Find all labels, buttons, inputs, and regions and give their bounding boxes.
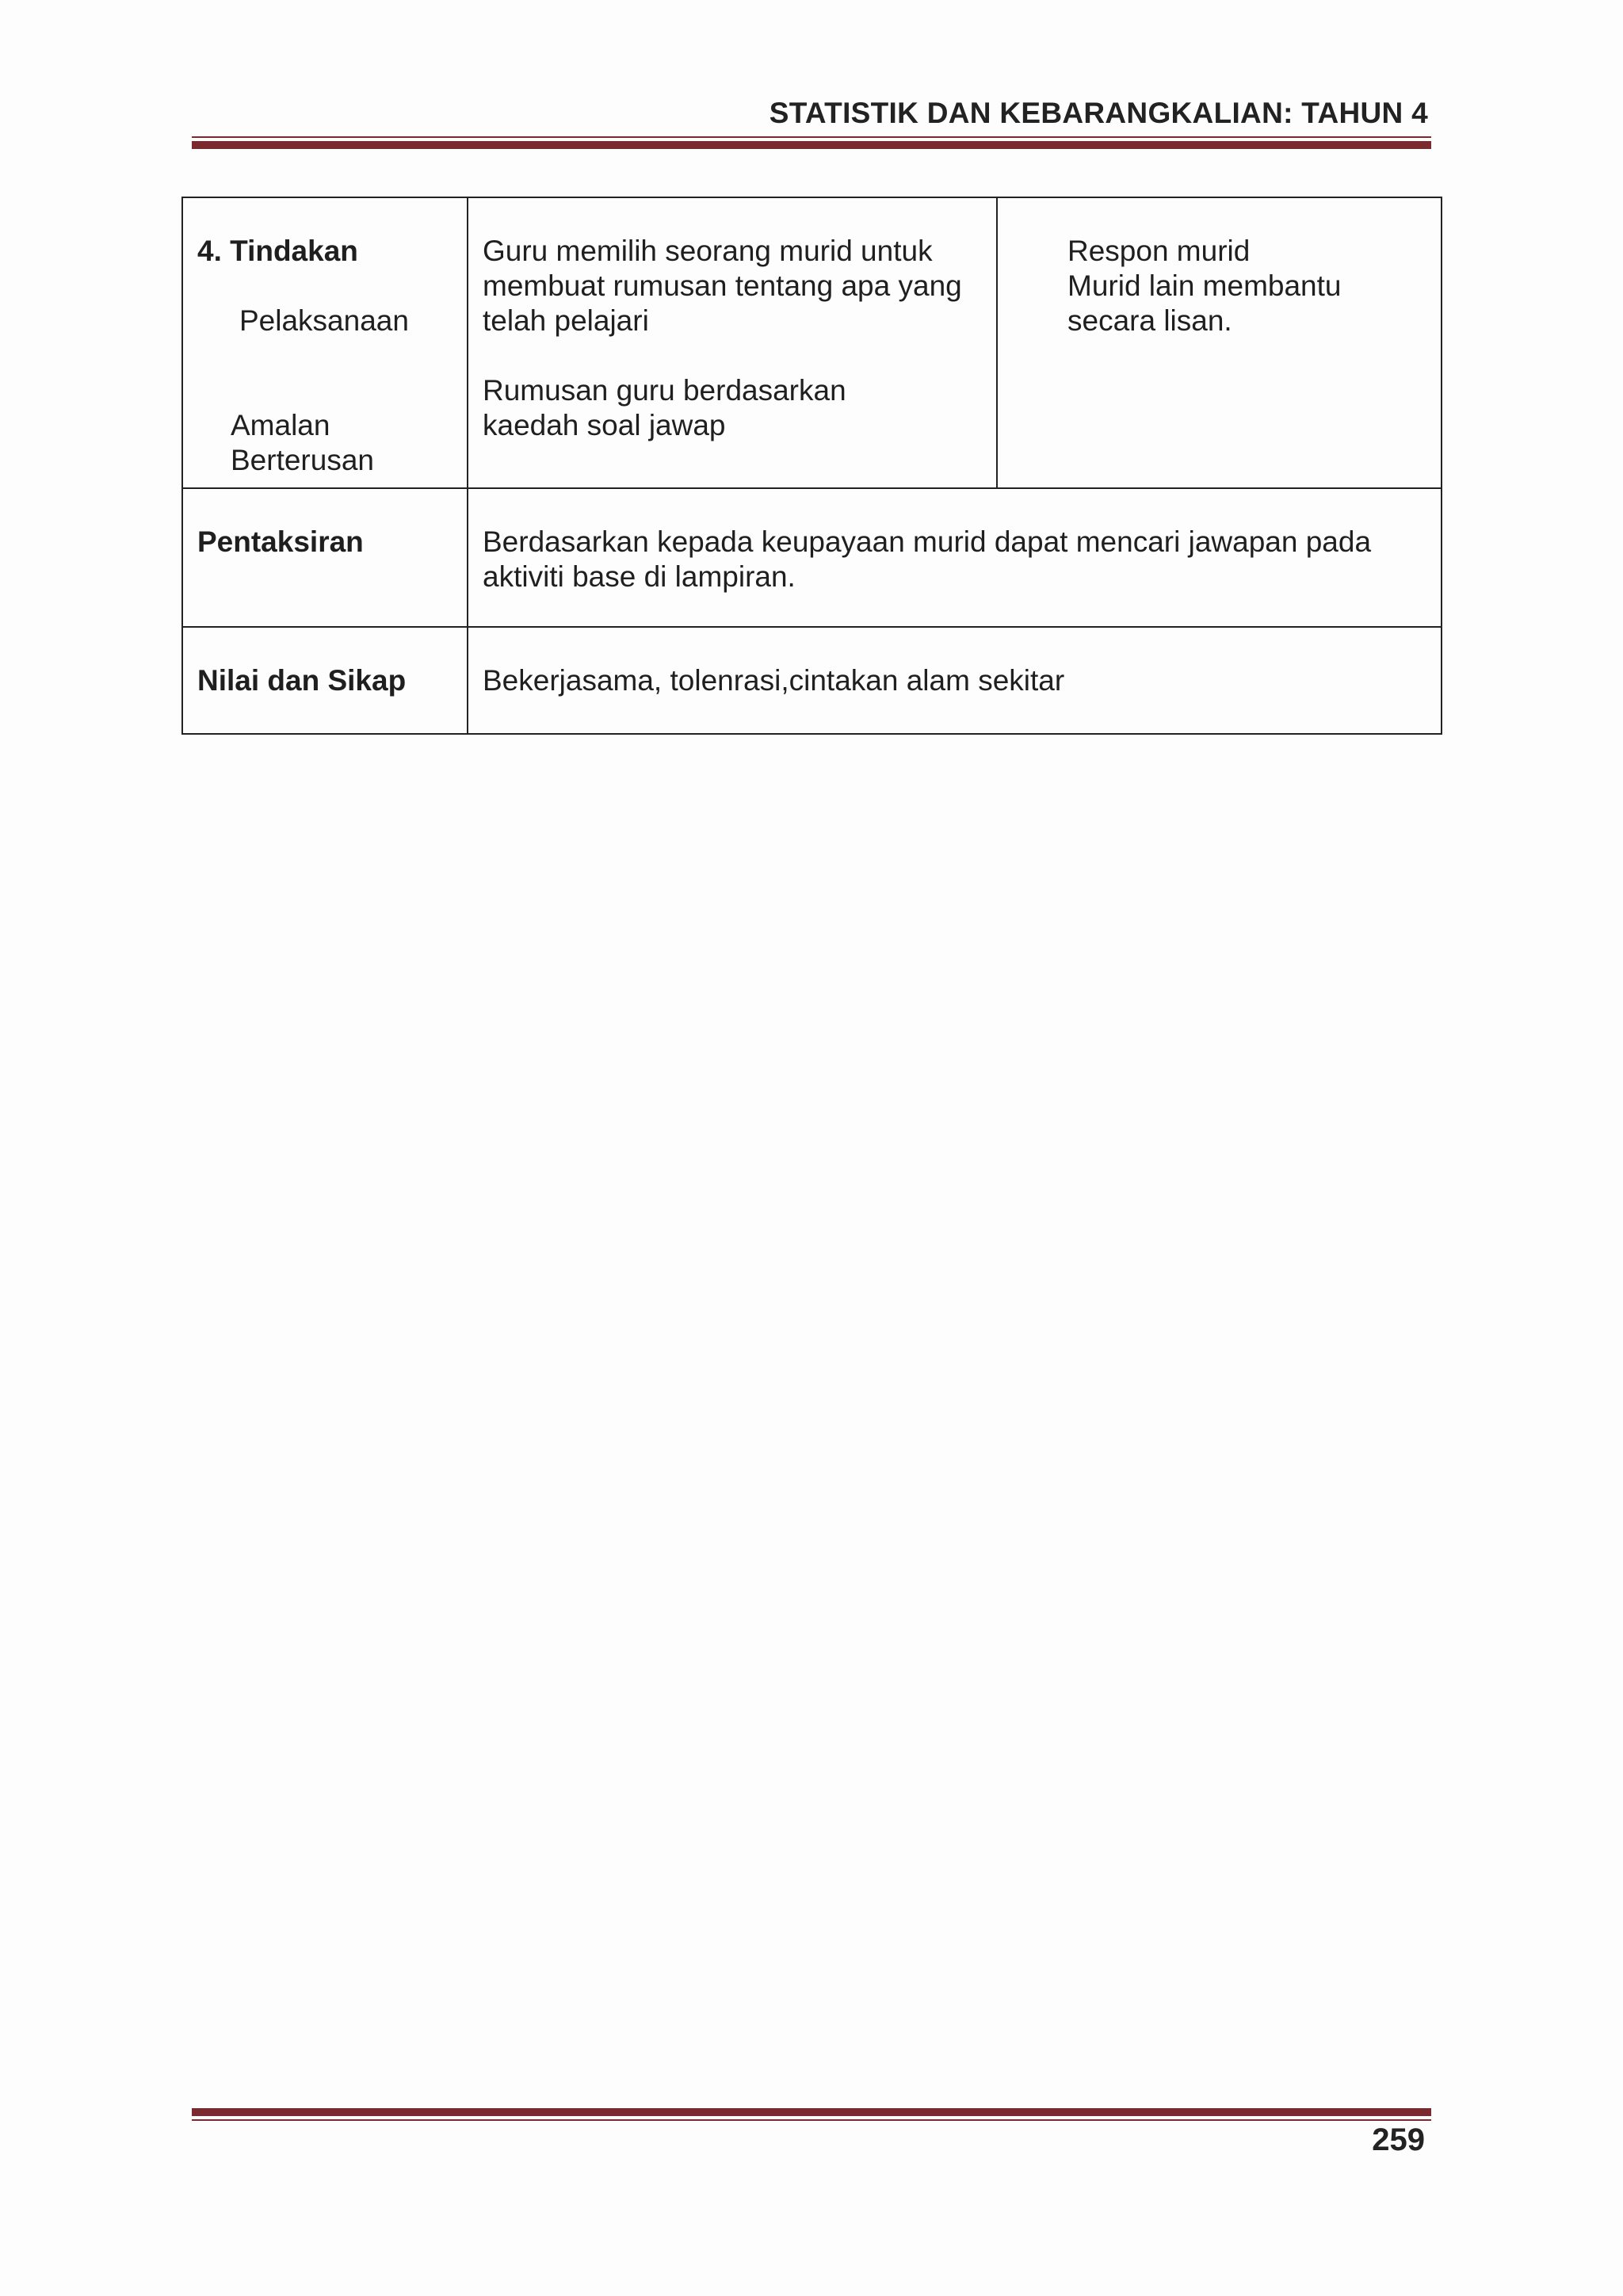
text-line: Murid lain membantu <box>1067 269 1342 302</box>
text-line: Rumusan guru berdasarkan <box>483 374 846 407</box>
row-label-nilai: Nilai dan Sikap <box>182 627 468 734</box>
step-cell <box>182 197 468 488</box>
text-line: Guru memilih seorang murid untuk <box>483 235 933 267</box>
step-heading: 4. Tindakan <box>197 235 358 267</box>
table-row <box>182 627 1442 734</box>
assessment-cell <box>468 488 1442 627</box>
text-line: secara lisan. <box>1067 304 1232 337</box>
step-sub-pelaksanaan: Pelaksanaan <box>239 304 409 337</box>
page-number: 259 <box>1372 2122 1425 2157</box>
footer-rule <box>192 2108 1431 2121</box>
values-cell: Bekerjasama, tolenrasi,cintakan alam sekitar <box>468 627 1442 734</box>
text-line: kaedah soal jawap <box>483 409 726 441</box>
lesson-plan-table <box>181 197 1442 735</box>
text-line: telah pelajari <box>483 304 649 337</box>
text-line: membuat rumusan tentang apa yang <box>483 269 962 302</box>
student-activity-cell <box>997 197 1442 488</box>
text-line: Respon murid <box>1067 235 1251 267</box>
row-label-pentaksiran: Pentaksiran <box>182 488 468 627</box>
text-line: Berdasarkan kepada keupayaan murid dapat mencari jawapan pada <box>483 525 1372 558</box>
header-rule <box>192 136 1431 149</box>
table-row <box>182 197 1442 488</box>
table-row <box>182 488 1442 627</box>
step-sub-amalan: Amalan <box>231 409 330 441</box>
page-header-title: STATISTIK DAN KEBARANGKALIAN: TAHUN 4 <box>769 97 1428 129</box>
teacher-activity-cell <box>468 197 997 488</box>
step-sub-berterusan: Berterusan <box>231 444 374 476</box>
text-line: aktiviti base di lampiran. <box>483 560 796 593</box>
